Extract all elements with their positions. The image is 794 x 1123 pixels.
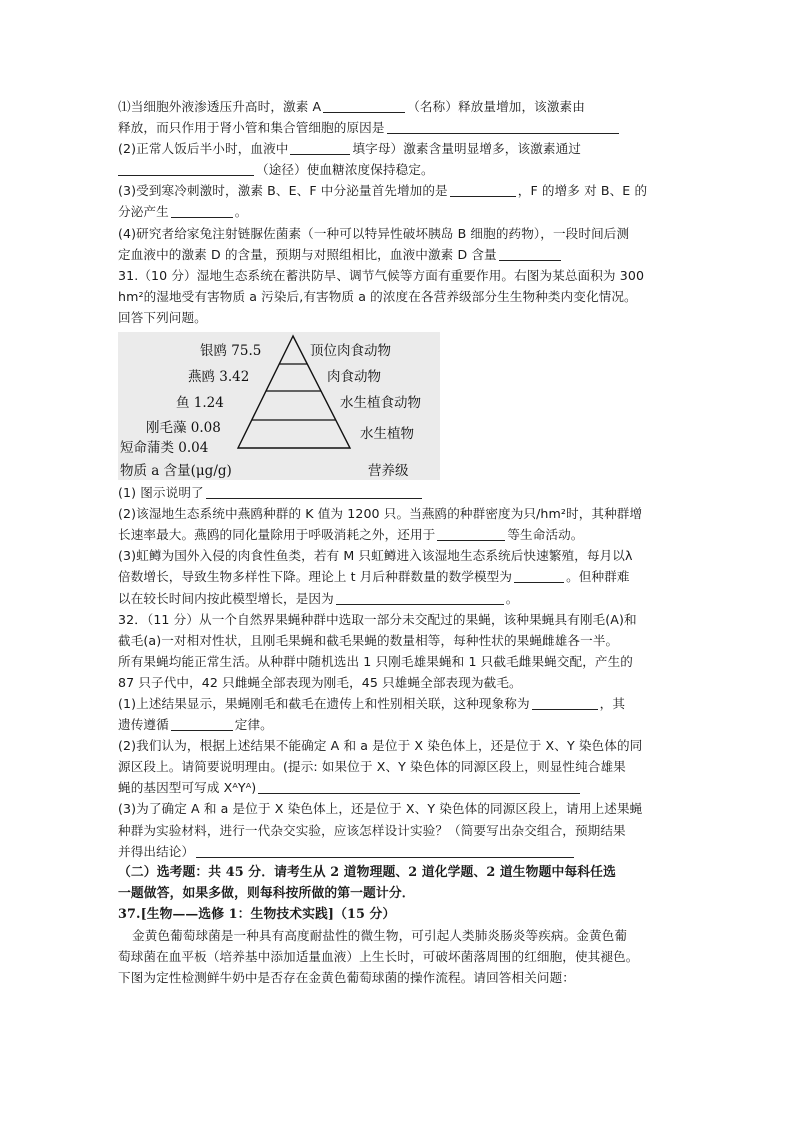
q32-part1-line1: (1)上述结果显示，果蝇刚毛和截毛在遗传上和性别相关联，这种现象称为 ，其 — [118, 695, 626, 711]
pyramid-left-label: 银鸥 75.5 — [200, 343, 262, 360]
elective-instructions-line2: 一题做答，如果多做，则每科按所做的第一题计分． — [118, 885, 415, 901]
q30-part3-line2: 分泌产生 。 — [118, 204, 248, 220]
pyramid-left-label: 短命蒲类 0.04 — [120, 440, 209, 457]
q31-part3-line3: 以在较长时间内按此模型增长，是因为 。 — [118, 590, 519, 606]
answer-blank[interactable] — [258, 779, 580, 794]
q37-heading: 37.[生物——选修 1：生物技术实践]（15 分） — [118, 906, 396, 922]
answer-blank[interactable] — [196, 843, 574, 858]
answer-blank[interactable] — [323, 98, 405, 113]
q31-part1: (1) 图示说明了 — [118, 482, 678, 503]
pyramid-left-label: 刚毛藻 0.08 — [146, 420, 221, 437]
q32-intro-line3: 所有果蝇均能正常生活。从种群中随机选出 1 只刚毛雄果蝇和 1 只截毛雌果蝇交配，产生的 — [118, 653, 633, 669]
answer-blank[interactable] — [499, 246, 561, 261]
q30-part4-line1: (4)研究者给家兔注射链脲佐菌素（一种可以特异性破坏胰岛 B 细胞的药物），一段时间后测 — [118, 225, 630, 241]
q31-intro-line1: 31.（10 分）湿地生态系统在蓄洪防旱、调节气候等方面有重要作用。右图为某总面积为 300 — [118, 267, 645, 283]
answer-blank[interactable] — [437, 526, 505, 541]
q30-part4-line2: 定血液中的激素 D 的含量，预期与对照组相比，血液中激素 D 含量 — [118, 244, 678, 265]
answer-blank[interactable] — [450, 182, 516, 197]
answer-blank[interactable] — [206, 484, 422, 499]
q31-part2-line1: (2)该湿地生态系统中燕鸥种群的 K 值为 1200 只。当燕鸥的种群密度为只/hm²时，其种群增 — [118, 506, 643, 522]
q32-part1-line2: 遗传遵循 定律。 — [118, 717, 273, 733]
pollutant-pyramid-figure — [118, 332, 440, 480]
q37-text-line1: 金黄色葡萄球菌是一种具有高度耐盐性的微生物，可引起人类肺炎肠炎等疾病。金黄色葡 — [132, 928, 628, 943]
answer-blank[interactable] — [336, 590, 504, 605]
q30-part1-line2: 释放，而只作用于肾小管和集合管细胞的原因是 — [118, 117, 678, 138]
q31-part3-line2: 倍数增长，导致生物多样性下降。理论上 t 月后种群数量的数学模型为 。但种群难 — [118, 569, 630, 585]
answer-blank[interactable] — [171, 203, 233, 218]
q31-part2-line2: 长速率最大。燕鸥的同化量除用于呼吸消耗之外，还用于 等生命活动。 — [118, 527, 584, 543]
pyramid-right-label: 水生植食动物 — [340, 395, 421, 412]
q31-intro-line2: hm²的湿地受有害物质 a 污染后,有害物质 a 的浓度在各营养级部分生生物种类内变化情况。 — [118, 288, 637, 304]
q31-intro-line3: 回答下列问题。 — [118, 309, 207, 325]
q32-intro-line2: 截毛(a)一对相对性状，且刚毛果蝇和截毛果蝇的数量相等，每种性状的果蝇雌雄各一半。 — [118, 632, 619, 648]
pyramid-right-label: 肉食动物 — [327, 369, 381, 386]
q32-part3-line3: 并得出结论） — [118, 841, 678, 862]
answer-blank[interactable] — [387, 119, 619, 134]
answer-blank[interactable] — [532, 695, 598, 710]
q30-part2-line2: （途径）使血糖浓度保持稳定。 — [118, 159, 678, 180]
answer-blank[interactable] — [118, 161, 254, 176]
q32-part2-line3: 蝇的基因型可写成 XᴬYᴬ) — [118, 777, 678, 798]
answer-blank[interactable] — [514, 568, 564, 583]
pyramid-right-label: 水生植物 — [360, 426, 414, 443]
q32-part2-line2: 源区段上。请简要说明理由。(提示: 如果位于 X、Y 染色体的同源区段上，则显性纯合雄果 — [118, 759, 626, 775]
pyramid-left-label: 燕鸥 3.42 — [188, 369, 250, 386]
q30-part1-line1: ⑴当细胞外液渗透压升高时，激素 A （名称）释放量增加，该激素由 — [118, 99, 585, 114]
q31-part3-line1: (3)虹鳟为国外入侵的肉食性鱼类，若有 M 只虹鳟进入该湿地生态系统后快速繁殖，每月以λ — [118, 548, 633, 564]
pyramid-left-label: 鱼 1.24 — [176, 395, 224, 412]
pyramid-axis-label: 营养级 — [368, 463, 409, 480]
q37-text-line2: 萄球菌在血平板（培养基中添加适量血液）上生长时，可破坏菌落周围的红细胞，使其褪色。 — [118, 949, 639, 965]
elective-instructions-line1: （二）选考题：共 45 分．请考生从 2 道物理题、2 道化学题、2 道生物题中每科任选 — [118, 864, 616, 880]
q32-intro-line1: 32．（11 分）从一个自然界果蝇种群中选取一部分未交配过的果蝇，该种果蝇具有刚毛(A)和 — [118, 611, 637, 627]
q30-part3-line1: (3)受到寒冷刺激时，激素 B、E、F 中分泌量首先增加的是 ，F 的增多 对 B、E 的 — [118, 183, 648, 199]
q32-intro-line4: 87 只子代中，42 只雌蝇全部表现为刚毛，45 只雄蝇全部表现为截毛。 — [118, 674, 522, 690]
pyramid-right-label: 顶位肉食动物 — [310, 343, 391, 360]
pyramid-axis-label: 物质 a 含量(μg/g) — [120, 463, 232, 480]
q32-part2-line1: (2)我们认为，根据上述结果不能确定 A 和 a 是位于 X 染色体上，还是位于 X、Y 染色体的同 — [118, 738, 643, 754]
answer-blank[interactable] — [171, 716, 233, 731]
answer-blank[interactable] — [290, 140, 350, 155]
q37-text-line3: 下图为定性检测鲜牛奶中是否存在金黄色葡萄球菌的操作流程。请回答相关问题： — [118, 970, 575, 986]
q32-part3-line1: (3)为了确定 A 和 a 是位于 X 染色体上，还是位于 X、Y 染色体的同源区段上，请用上述果蝇 — [118, 801, 643, 817]
exam-page — [118, 96, 678, 988]
q30-part2-line1: (2)正常人饭后半小时，血液中 填字母）激素含量明显增多，该激素通过 — [118, 141, 581, 157]
q32-part3-line2: 种群为实验材料，进行一代杂交实验，应该怎样设计实验？（简要写出杂交组合，预期结果 — [118, 822, 626, 838]
